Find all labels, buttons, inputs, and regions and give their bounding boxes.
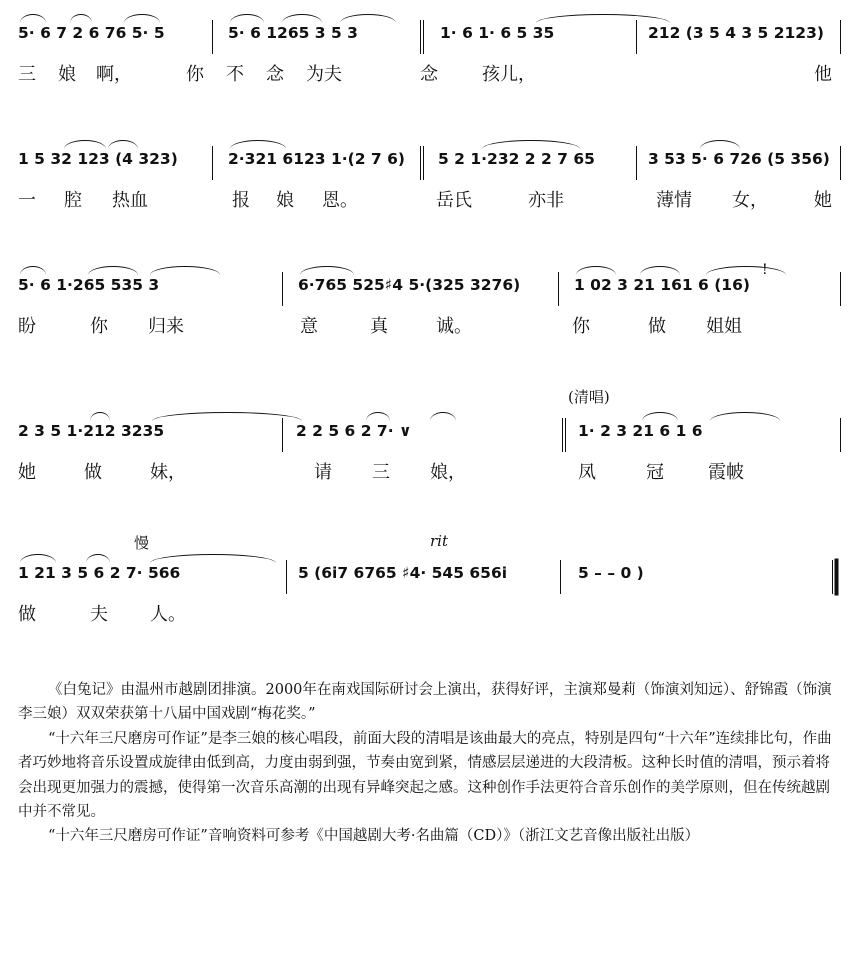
lyric: 妹， (150, 462, 186, 483)
slur (230, 14, 264, 23)
measure: 5· 6 1265 3 5 3 (228, 24, 358, 42)
lyric: 意 (300, 316, 318, 337)
slur (640, 266, 680, 275)
barline (558, 272, 559, 306)
slur (300, 266, 354, 275)
lyric: 她 (18, 462, 36, 483)
lyric: 归来 (148, 316, 184, 337)
lyric: 做 (18, 604, 36, 625)
measure: 3 53 5· 6 726 (5 356) (648, 150, 830, 168)
lyric: 娘， (430, 462, 466, 483)
slur (536, 14, 670, 23)
commentary-paragraph: 《白兔记》由温州市越剧团排演。2000年在南戏国际研讨会上演出，获得好评，主演郑曼莉（饰演刘知远）、舒锦霞（饰演李三娘）双双荣获第十八届中国戏剧“梅花奖。” (18, 682, 832, 723)
measure: 2 3 5 1·212 3235 (18, 422, 165, 440)
slur (124, 14, 160, 23)
lyric: 娘 (58, 64, 76, 85)
slur (576, 266, 616, 275)
lyric: 孩儿， (482, 64, 536, 85)
barline (562, 418, 563, 452)
slur (108, 140, 138, 149)
lyric: 一 (18, 190, 36, 211)
lyric: 凤 (578, 462, 596, 483)
measure: 5 2 1·232 2 2 7 65 (438, 150, 595, 168)
slur (70, 14, 92, 23)
slur (20, 554, 56, 563)
barline (212, 20, 213, 54)
lyric: 啊， (96, 64, 132, 85)
lyric: 做 (84, 462, 102, 483)
lyric: 三 (18, 64, 36, 85)
grace-mark: ! (762, 262, 768, 278)
barline (282, 418, 283, 452)
slur (366, 412, 390, 421)
lyric: 你 (90, 316, 108, 337)
measure: 2 2 5 6 2 7· ∨ (296, 422, 412, 440)
barline (420, 20, 421, 54)
lyric: 夫 (90, 604, 108, 625)
lyric: 他 (814, 64, 832, 85)
tempo-mark: 慢 (134, 534, 150, 552)
commentary-paragraph: “十六年三尺磨房可作证”是李三娘的核心唱段，前面大段的清唱是该曲最大的亮点，特别是四句“十六年”连续排比句，作曲者巧妙地将音乐设置成旋律由低到高，力度由弱到强，节奏由宽到紧，情感层层递进的大段清板。这种长时值的清唱，预示着将会出现更加强力的震撼，使得第一次音乐高潮的出现有异峰突起之感。这种创作手法更符合音乐创作的美学原则，但在传统越剧中并不常见。 (18, 730, 832, 821)
performance-mark: (清唱) (568, 388, 610, 406)
lyric: 盼 (18, 316, 36, 337)
measure: 2·321 6123 1·(2 7 6) (228, 150, 405, 168)
barline (840, 272, 841, 306)
lyric: 恩。 (322, 190, 358, 211)
lyric: 做 (648, 316, 666, 337)
measure: 1 02 3 21 161 6 (16) (574, 276, 750, 294)
slur (710, 412, 780, 421)
lyric: 热血 (112, 190, 148, 211)
slur (150, 554, 276, 563)
lyric: 薄情 (656, 190, 692, 211)
slur (482, 140, 580, 149)
barline (840, 418, 841, 452)
lyric: 冠 (646, 462, 664, 483)
tempo-mark: rit (430, 532, 448, 550)
barline (560, 560, 561, 594)
barline (286, 560, 287, 594)
measure: 1· 6 1· 6 5 35 (440, 24, 555, 42)
lyric: 姐姐 (706, 316, 742, 337)
lyric: 娘 (276, 190, 294, 211)
measure: 1· 2 3 21 6 1 6 (578, 422, 703, 440)
lyric: 亦非 (528, 190, 564, 211)
slur (20, 266, 46, 275)
slur (340, 14, 396, 23)
slur (88, 266, 138, 275)
slur (64, 140, 106, 149)
slur (642, 412, 678, 421)
slur (86, 554, 110, 563)
slur (20, 14, 46, 23)
barline (282, 272, 283, 306)
lyric: 你 (186, 64, 204, 85)
measure: 5· 6 1·265 535 3 (18, 276, 160, 294)
barline (840, 146, 841, 180)
barline (636, 20, 637, 54)
slur (700, 140, 740, 149)
slur (152, 412, 302, 421)
lyric: 你 (572, 316, 590, 337)
measure: 6·765 525♯4 5·(325 3276) (298, 276, 521, 294)
measure: 5 (6i7 6765 ♯4· 545 656i (298, 564, 508, 582)
slur (282, 14, 322, 23)
lyric: 为夫 (306, 64, 342, 85)
lyric: 她 (814, 190, 832, 211)
lyric: 念 (420, 64, 438, 85)
measure: 1 21 3 5 6 2 7· 566 (18, 564, 181, 582)
commentary-paragraph: “十六年三尺磨房可作证”音响资料可参考《中国越剧大考·名曲篇（CD）》（浙江文艺音像出版社出版） (48, 828, 700, 845)
measure: 212 (3 5 4 3 5 2123) (648, 24, 824, 42)
lyric: 真 (370, 316, 388, 337)
lyric: 腔 (64, 190, 82, 211)
barline (636, 146, 637, 180)
slur (430, 412, 456, 421)
lyric: 诚。 (436, 316, 472, 337)
measure: 1 5 32 123 (4 323) (18, 150, 178, 168)
lyric: 女， (732, 190, 768, 211)
measure: 5· 6 7 2 6 76 5· 5 (18, 24, 165, 42)
slur (150, 266, 220, 275)
barline (420, 146, 421, 180)
final-barline (832, 560, 833, 594)
lyric: 岳氏 (436, 190, 472, 211)
barline (212, 146, 213, 180)
commentary (18, 678, 840, 849)
lyric: 人。 (150, 604, 186, 625)
measure: 5 – – 0 ) (578, 564, 644, 582)
lyric: 三 (372, 462, 390, 483)
lyric: 念 (266, 64, 284, 85)
barline (840, 20, 841, 54)
lyric: 不 (226, 64, 244, 85)
slur (90, 412, 110, 421)
lyric: 报 (232, 190, 250, 211)
slur (230, 140, 286, 149)
lyric: 霞帔 (708, 462, 744, 483)
lyric: 请 (314, 462, 332, 483)
slur (706, 266, 786, 275)
